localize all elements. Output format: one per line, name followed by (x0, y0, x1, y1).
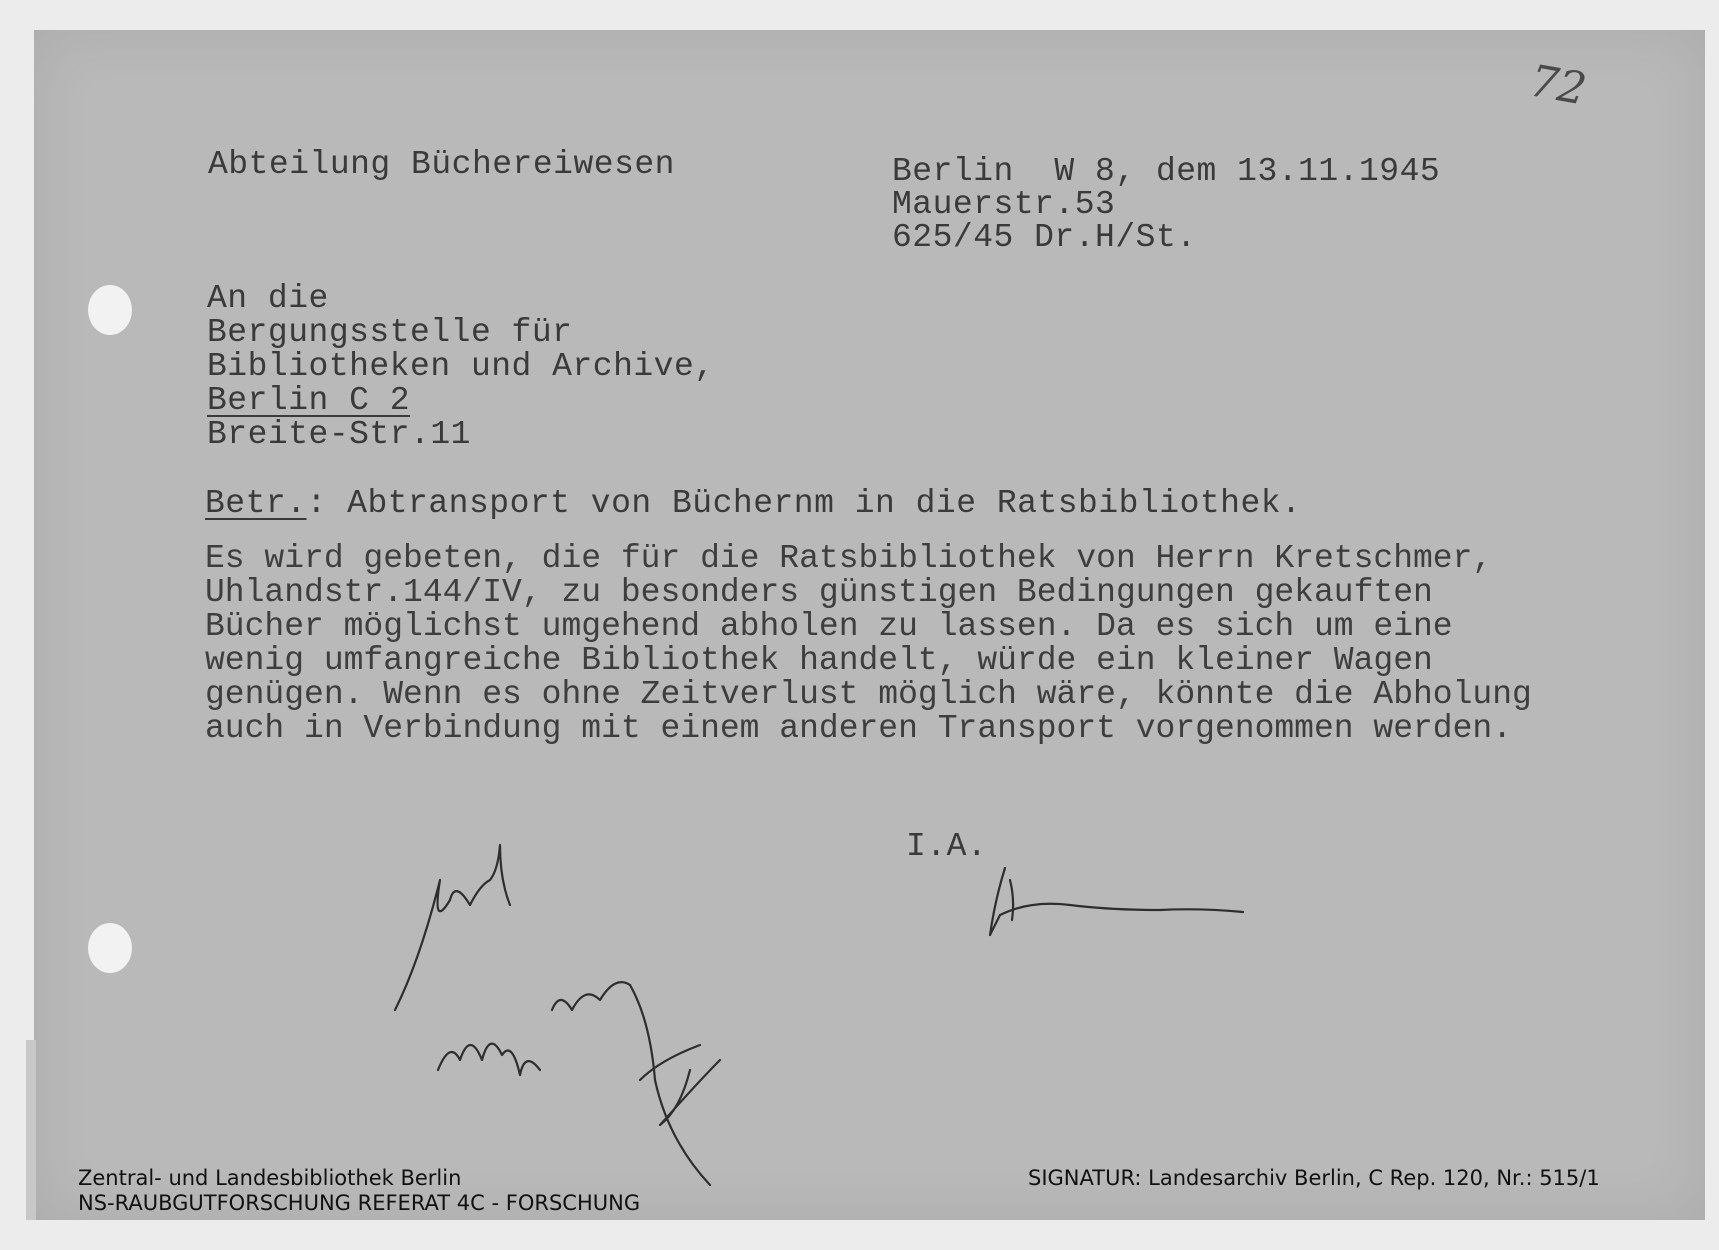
subject-label: Betr. (205, 485, 307, 522)
body-line-5: genügen. Wenn es ohne Zeitverlust möglich wäre, könnte die Abholung (205, 676, 1532, 713)
place-and-date: Berlin W 8, dem 13.11.1945 (892, 153, 1441, 190)
address-line-2: Bergungsstelle für (207, 314, 573, 351)
reference-number: 625/45 Dr.H/St. (892, 219, 1197, 256)
handwritten-note-middle (438, 982, 630, 1075)
department-name: Abteilung Büchereiwesen (208, 146, 675, 183)
closing-ia: I.A. (906, 828, 988, 865)
handwritten-initial (630, 985, 720, 1185)
footer-department: NS-RAUBGUTFORSCHUNG REFERAT 4C - FORSCHUNG (78, 1191, 641, 1215)
handwritten-note-top (395, 845, 510, 1010)
body-line-3: Bücher möglichst umgehend abholen zu lassen. Da es sich um eine (205, 608, 1453, 645)
body-line-2: Uhlandstr.144/IV, zu besonders günstigen Bedingungen gekauften (205, 574, 1433, 611)
street-address: Mauerstr.53 (892, 186, 1116, 223)
address-line-1: An die (207, 280, 329, 317)
folio-number: 72 (1525, 55, 1591, 116)
subject-text: : Abtransport von Büchernm in die Ratsbibliothek. (306, 485, 1302, 522)
address-line-3: Bibliotheken und Archive, (207, 348, 715, 385)
body-line-4: wenig umfangreiche Bibliothek handelt, würde ein kleiner Wagen (205, 642, 1433, 679)
address-line-4: Berlin C 2 (207, 382, 411, 419)
footer-signature-ref: SIGNATUR: Landesarchiv Berlin, C Rep. 120, Nr.: 515/1 (1028, 1166, 1600, 1190)
signature (990, 868, 1243, 935)
footer-library: Zentral- und Landesbibliothek Berlin (78, 1166, 462, 1190)
address-line-5: Breite-Str.11 (207, 416, 471, 453)
body-line-1: Es wird gebeten, die für die Ratsbibliothek von Herrn Kretschmer, (205, 540, 1493, 577)
body-line-6: auch in Verbindung mit einem anderen Transport vorgenommen werden. (205, 710, 1513, 747)
